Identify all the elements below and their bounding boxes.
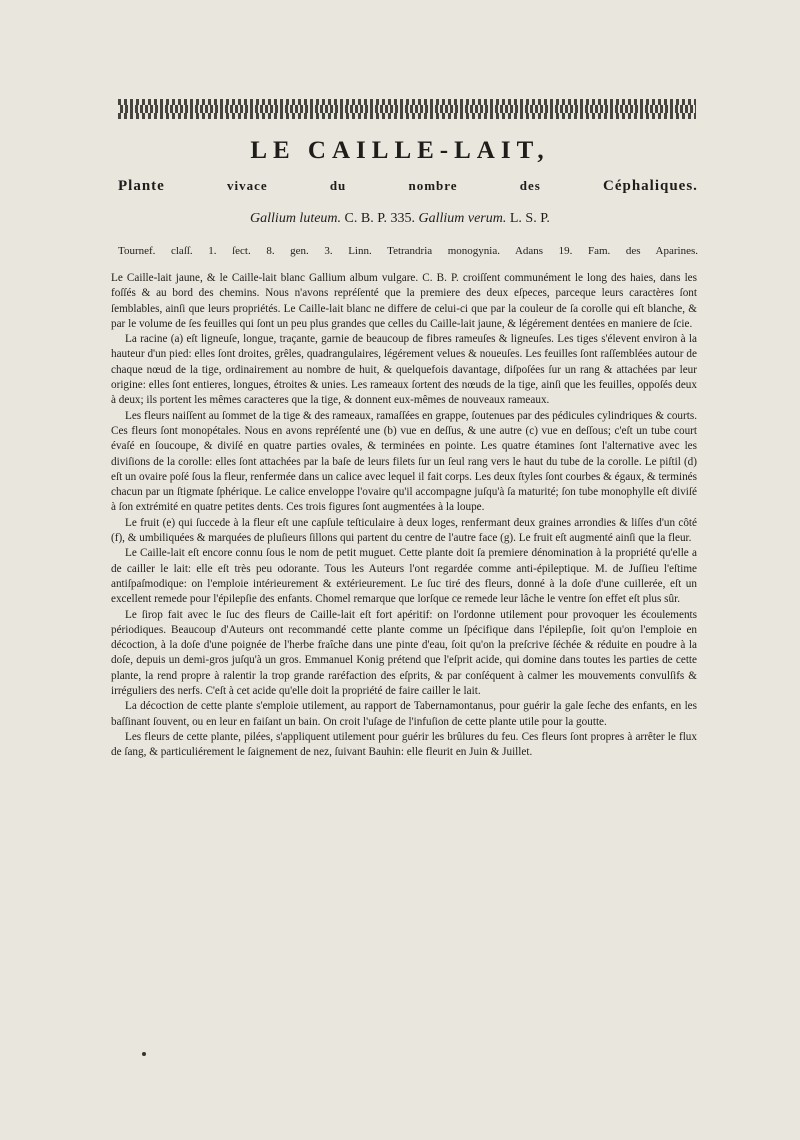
paragraph: Le Caille-lait eſt encore connu ſous le nom de petit muguet. Cette plante doit ſa premiere dénomination à la propriété qu'elle a de cailler le lait: elle eſt très peu odorante. Tous les Auteurs l'ont regardée comme anti-épileptique. M. de Juſſieu l'eſtime antiſpaſmodique: on l'emploie intérieurement & extérieurement. Le ſuc tiré des fleurs, donné à la doſe d'une cuillerée, eſt un excellent remede pour l'épilepſie des enfants. Chomel remarque que lorſque ce remede leur lâche le ventre ſon effet eſt plus sûr. (111, 547, 697, 606)
paragraph: La décoction de cette plante s'emploie utilement, au rapport de Tabernamontanus, pour guérir la gale ſeche des enfants, en les baſſinant ſouvent, ou en leur en faiſant un bain. On croit l'uſage de l'infuſion de cette plante utile pour la goutte. (111, 700, 697, 728)
paragraph: Le Caille-lait jaune, & le Caille-lait blanc Gallium album vulgare. C. B. P. croiſſent communément le long des haies, dans les foſſés & au bord des chemins. Nous n'avons repréſenté que la premiere des deux eſpeces, parceque leurs caractères ſont ſemblables, ainſi que leurs propriétés. Le Caille-lait blanc ne differe de celui-ci que par la couleur de ſa corolle qui eſt blanche, & par le volume de ſes feuilles qui ſont un peu plus grandes que celles du Caille-lait jaune, & légérement dentées en maniere de ſcie. (111, 272, 697, 330)
subtitle-word: Plante (118, 178, 165, 194)
page-title: LE CAILLE-LAIT, (250, 137, 550, 164)
paragraph: Le fruit (e) qui ſuccede à la fleur eſt une capſule teſticulaire à deux loges, renfermant deux graines arrondies & liſſes d'un côté (f), & umbiliquées & marquées de pluſieurs ſillons qui partent du centre de l'autre face (g). Le fruit eſt augmenté ainſi que la fleur. (111, 516, 697, 545)
subtitle-word: des (519, 178, 541, 193)
paragraph: Les fleurs naiſſent au ſommet de la tige & des rameaux, ramaſſées en grappe, ſoutenues par des pédicules cylindriques & courts. Ces fleurs ſont monopétales. Nous en avons repréſenté une (b) vue en deſſus, & une autre (c) vue en deſſous; c'eſt un tube court évaſé en ſoucoupe, & diviſé en quatre parties ovales, & terminées en pointe. Les quatre étamines ſont l'alternative avec les diviſions de la corolle: elles ſont attachées par la baſe de leurs filets ſur un ſeul rang vers le haut du tube de la corolle. Le piſtil (d) eſt un ovaire poſé ſous la fleur, renfermée dans un calice avec lequel il fait corps. Les deux ſtyles ſont courbes & égaux, & terminés chacun par un ſtigmate ſphérique. Le calice enveloppe l'ovaire qu'il accompagne juſqu'à ſa maturité; ſon tube monophylle eſt diviſé à ſon extrémité en quatre petites dents. Ces trois figures ſont augmentées à la loupe. (111, 409, 697, 514)
decorative-header-band (118, 99, 696, 119)
synonym-ref: C. B. P. 335. (341, 211, 419, 226)
botanical-synonyms (0, 211, 800, 227)
paragraph: Le ſirop fait avec le ſuc des fleurs de Caille-lait eſt fort apéritif: on l'ordonne utilement pour provoquer les écoulements périodiques. Beaucoup d'Auteurs ont recommandé cette plante comme un ſpécifique dans l'épilepſie, ſoit qu'on l'emploie en décoction, à la doſe d'une poignée de l'herbe fraîche dans une pinte d'eau, ſoit qu'on la preſcrive ſéchée & réduite en poudre à la doſe, depuis un demi-gros juſqu'à un gros. Emmanuel Konig prétend que l'eſprit acide, qui domine dans toutes les parties de cette plante, la rend propre à ralentir la trop grande raréfaction des eſprits, & par conſéquent à calmer les mouvements convulſifs & irréguliers des nerfs. C'eſt à cet acide qu'elle doit la propriété de faire cailler le lait. (111, 608, 697, 698)
synonym-ref: L. S. P. (506, 211, 550, 226)
subtitle-word: nombre (408, 178, 458, 193)
paragraph: Les fleurs de cette plante, pilées, s'appliquent utilement pour guérir les brûlures du feu. Ces fleurs ſont propres à arrêter le flux de ſang, & particuliérement le ſaignement de nez, ſuivant Bauhin: elle fleurit en Juin & Juillet. (111, 730, 697, 759)
synonym-latin: Gallium luteum. (250, 211, 342, 226)
subtitle-word: du (329, 178, 347, 193)
subtitle-word: vivace (227, 178, 268, 193)
ink-spot (142, 1052, 146, 1056)
synonym-latin: Gallium verum. (418, 211, 507, 226)
paragraph: La racine (a) eſt ligneuſe, longue, traçante, garnie de beaucoup de fibres rameuſes & ligneuſes. Les tiges s'élevent environ à la hauteur d'un pied: elles ſont droites, grêles, quadrangulaires, légérement velues & noueuſes. Les feuilles ſont raſſemblées autour de chaque nœud de la tige, ordinairement au nombre de huit, & quelquefois davantage, diſpoſées ſur un rang & attachées par leur origine: elles ſont entieres, longues, étroites & unies. Les rameaux ſortent des nœuds de la tige, ainſi que les feuilles, oppoſés deux à deux; ils portent les mêmes caracteres que la tige, & donnent eux-mêmes de nouveaux rameaux. (111, 333, 697, 407)
subtitle (118, 178, 698, 195)
body-text (111, 271, 697, 761)
classification-line: Tournef. claſſ. 1. ſect. 8. gen. 3. Linn. Tetrandria monogynia. Adans 19. Fam. des Aparines. (118, 245, 698, 257)
subtitle-word: Céphaliques. (602, 178, 698, 194)
